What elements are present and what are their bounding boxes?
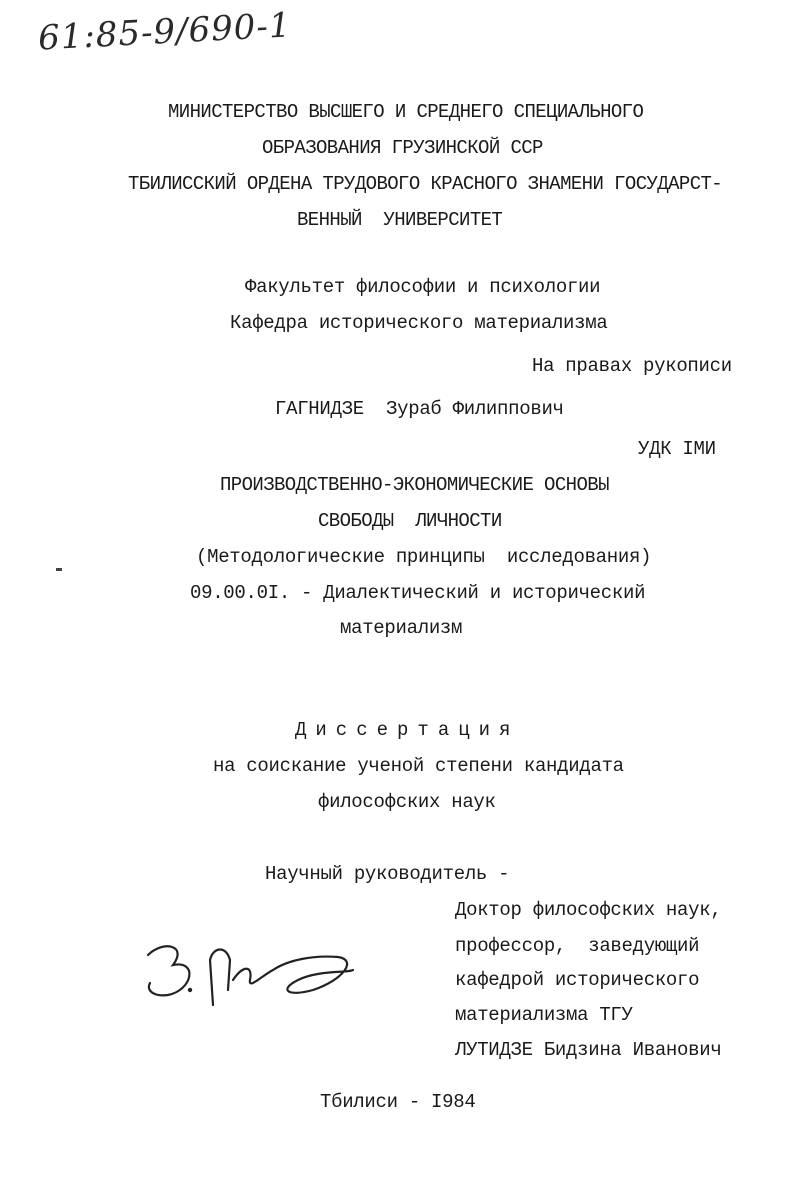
degree-line: на соискание ученой степени кандидата [213,755,624,777]
dissertation-heading: Диссертация [295,719,520,741]
specialty-code-line: 09.00.0I. - Диалектический и исторический [190,582,646,604]
university-line-1: ТБИЛИССКИЙ ОРДЕНА ТРУДОВОГО КРАСНОГО ЗНАМЕНИ ГОСУДАРСТ- [128,173,723,195]
archive-handwritten-mark: 61:85-9/690-1 [37,5,293,59]
supervisor-degree: Доктор философских наук, [455,899,722,921]
university-line-2: ВЕННЫЙ УНИВЕРСИТЕТ [297,209,503,231]
faculty-name: Факультет философии и психологии [245,276,601,298]
udk-code: УДК IМИ [638,438,716,460]
manuscript-rights-note: На правах рукописи [532,355,732,377]
specialty-line-2: материализм [340,617,463,639]
department-name: Кафедра исторического материализма [230,312,608,334]
thesis-title-line-1: ПРОИЗВОДСТВЕННО-ЭКОНОМИЧЕСКИЕ ОСНОВЫ [220,474,609,496]
margin-mark [56,568,62,571]
ministry-line-2: ОБРАЗОВАНИЯ ГРУЗИНСКОЙ ССР [262,137,543,159]
supervisor-position-line-2: материализма ТГУ [455,1004,633,1026]
supervisor-title: профессор, заведующий [455,935,700,957]
thesis-title-line-2: СВОБОДЫ ЛИЧНОСТИ [318,510,502,532]
ministry-line-1: МИНИСТЕРСТВО ВЫСШЕГО И СРЕДНЕГО СПЕЦИАЛЬНОГО [168,101,644,123]
author-name: ГАГНИДЗЕ Зураб Филиппович [275,398,564,420]
thesis-subtitle: (Методологические принципы исследования) [196,546,652,568]
place-and-year: Тбилиси - I984 [320,1091,476,1113]
supervisor-position-line-1: кафедрой исторического [455,969,700,991]
supervisor-label: Научный руководитель - [265,863,510,885]
handwritten-signature [138,935,368,1025]
degree-field-line: философских наук [318,791,496,813]
supervisor-name: ЛУТИДЗЕ Бидзина Иванович [455,1039,722,1061]
